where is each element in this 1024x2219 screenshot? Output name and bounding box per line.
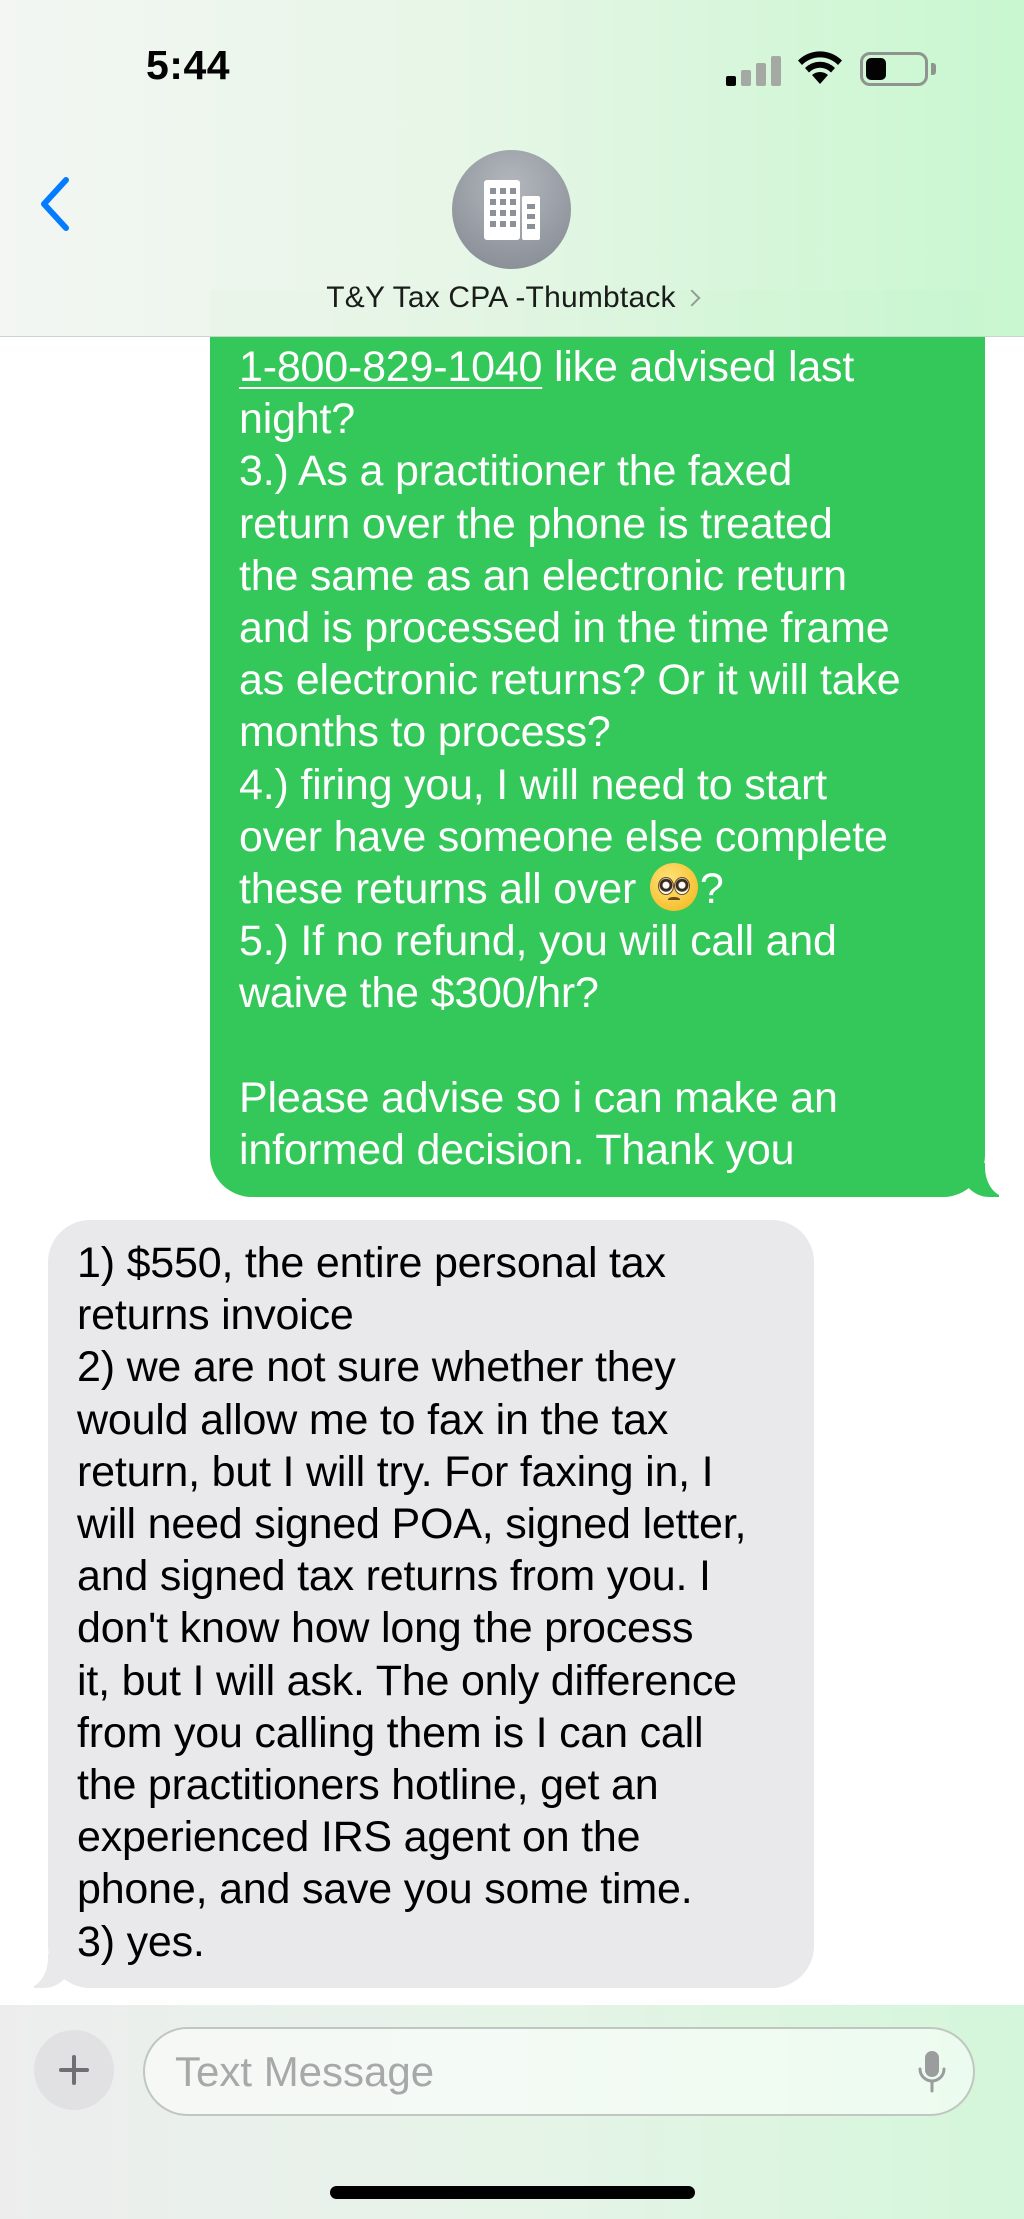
sent-message-text-part-2: ? 5.) If no refund, you will call and waive the $300/hr? Please advise so i can make an informed decision. Thank you bbox=[239, 865, 838, 1175]
received-message-text: 1) $550, the entire personal tax returns invoice 2) we are not sure whether they would allow me to fax in the tax return, but I will try. For faxing in, I will need signed POA, signed letter, and signed tax returns from you. I don't know how long the process it, but I will ask. The only difference from you calling them is I can call the practitioners hotline, get an experienced IRS agent on the phone, and save you some time. 3) yes. bbox=[77, 1239, 747, 1966]
wifi-icon bbox=[796, 50, 844, 86]
cellular-signal-icon bbox=[726, 56, 782, 86]
contact-name: T&Y Tax CPA -Thumbtack bbox=[326, 281, 676, 314]
status-bar-time: 5:44 bbox=[146, 42, 231, 88]
conversation-header bbox=[0, 0, 1024, 337]
message-input-field[interactable] bbox=[143, 2027, 975, 2116]
received-bubble-tail bbox=[34, 1954, 74, 1988]
microphone-icon[interactable] bbox=[917, 2049, 947, 2095]
home-indicator[interactable] bbox=[330, 2186, 695, 2199]
sent-message-text-part-1: like advised last night? 3.) As a practitioner the faxed return over the phone is treated the same as an electronic return and is processed in the time frame as electronic returns? Or it will take months to process? 4.) firing you, I will need to start over have someone else complete these returns all over bbox=[239, 343, 901, 914]
battery-icon bbox=[860, 52, 936, 86]
building-icon bbox=[480, 176, 544, 242]
sent-bubble-tail bbox=[959, 1163, 999, 1197]
received-message-bubble[interactable] bbox=[48, 1220, 814, 1988]
contact-name-button[interactable] bbox=[0, 281, 1024, 315]
phone-number-link[interactable]: 1-800-829-1040 bbox=[239, 343, 543, 391]
text-message-input[interactable] bbox=[175, 2029, 875, 2114]
chevron-right-icon bbox=[683, 290, 700, 307]
pleading-face-emoji-icon bbox=[650, 863, 698, 911]
sent-message-bubble[interactable] bbox=[210, 290, 985, 1197]
plus-icon[interactable] bbox=[34, 2030, 114, 2110]
sent-message-text bbox=[239, 341, 955, 1176]
contact-avatar[interactable] bbox=[452, 150, 571, 269]
chevron-left-icon[interactable] bbox=[36, 176, 74, 232]
